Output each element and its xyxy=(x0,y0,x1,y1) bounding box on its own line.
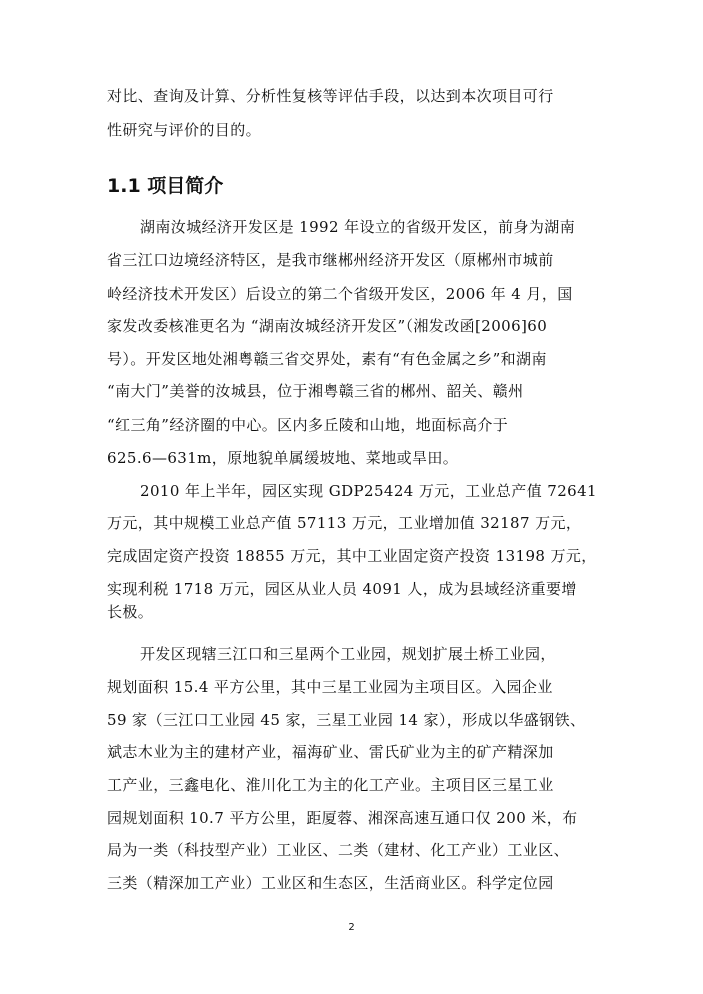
paragraph-1-line: “红三角”经济圈的中心。区内多丘陵和山地，地面标高介于 xyxy=(107,416,509,434)
paragraph-2-line: 完成固定资产投资 18855 万元，其中工业固定资产投资 13198 万元， xyxy=(107,547,597,565)
paragraph-2-line: 实现利税 1718 万元，园区从业人员 4091 人，成为县域经济重要增 xyxy=(107,580,577,598)
paragraph-1-line: 省三江口边境经济特区，是我市继郴州经济开发区（原郴州市城前 xyxy=(107,251,554,269)
intro-line: 性研究与评价的目的。 xyxy=(107,121,262,139)
paragraph-3-line: 斌志木业为主的建材产业，福海矿业、雷氏矿业为主的矿产精深加 xyxy=(107,743,554,761)
paragraph-3-line: 59 家（三江口工业园 45 家，三星工业园 14 家），形成以华盛钢铁、 xyxy=(107,711,586,729)
paragraph-2-line: 长极。 xyxy=(107,603,154,621)
paragraph-1-line: 家发改委核准更名为 “湖南汝城经济开发区”（湘发改函[2006]60 xyxy=(107,317,548,335)
section-heading: 1.1 项目简介 xyxy=(107,175,224,197)
paragraph-3-line: 三类（精深加工产业）工业区和生态区，生活商业区。科学定位园 xyxy=(107,874,554,892)
paragraph-3-line: 园规划面积 10.7 平方公里，距厦蓉、湘深高速互通口仅 200 米，布 xyxy=(107,809,578,827)
paragraph-3-line: 工产业，三鑫电化、淮川化工为主的化工产业。主项目区三星工业 xyxy=(107,776,554,794)
paragraph-1-line: 岭经济技术开发区）后设立的第二个省级开发区，2006 年 4 月，国 xyxy=(107,285,573,303)
paragraph-3-line: 规划面积 15.4 平方公里，其中三星工业园为主项目区。入园企业 xyxy=(107,678,553,696)
intro-line: 对比、查询及计算、分析性复核等评估手段，以达到本次项目可行 xyxy=(107,87,554,105)
paragraph-1-line: “南大门”美誉的汝城县，位于湘粤赣三省的郴州、韶关、赣州 xyxy=(107,382,524,400)
paragraph-3-line: 开发区现辖三江口和三星两个工业园，规划扩展土桥工业园， xyxy=(140,645,556,663)
paragraph-3-line: 局为一类（科技型产业）工业区、二类（建材、化工产业）工业区、 xyxy=(107,841,570,859)
paragraph-1-line: 湖南汝城经济开发区是 1992 年设立的省级开发区，前身为湖南 xyxy=(140,218,576,236)
paragraph-2-line: 万元，其中规模工业总产值 57113 万元，工业增加值 32187 万元， xyxy=(107,514,582,532)
paragraph-1-line: 625.6—631m，原地貌单属缓坡地、菜地或旱田。 xyxy=(107,449,459,467)
paragraph-1-line: 号）。开发区地处湘粤赣三省交界处，素有“有色金属之乡”和湖南 xyxy=(107,350,547,368)
page-number: 2 xyxy=(348,922,355,933)
paragraph-2-line: 2010 年上半年，园区实现 GDP25424 万元，工业总产值 72641 xyxy=(140,482,597,500)
